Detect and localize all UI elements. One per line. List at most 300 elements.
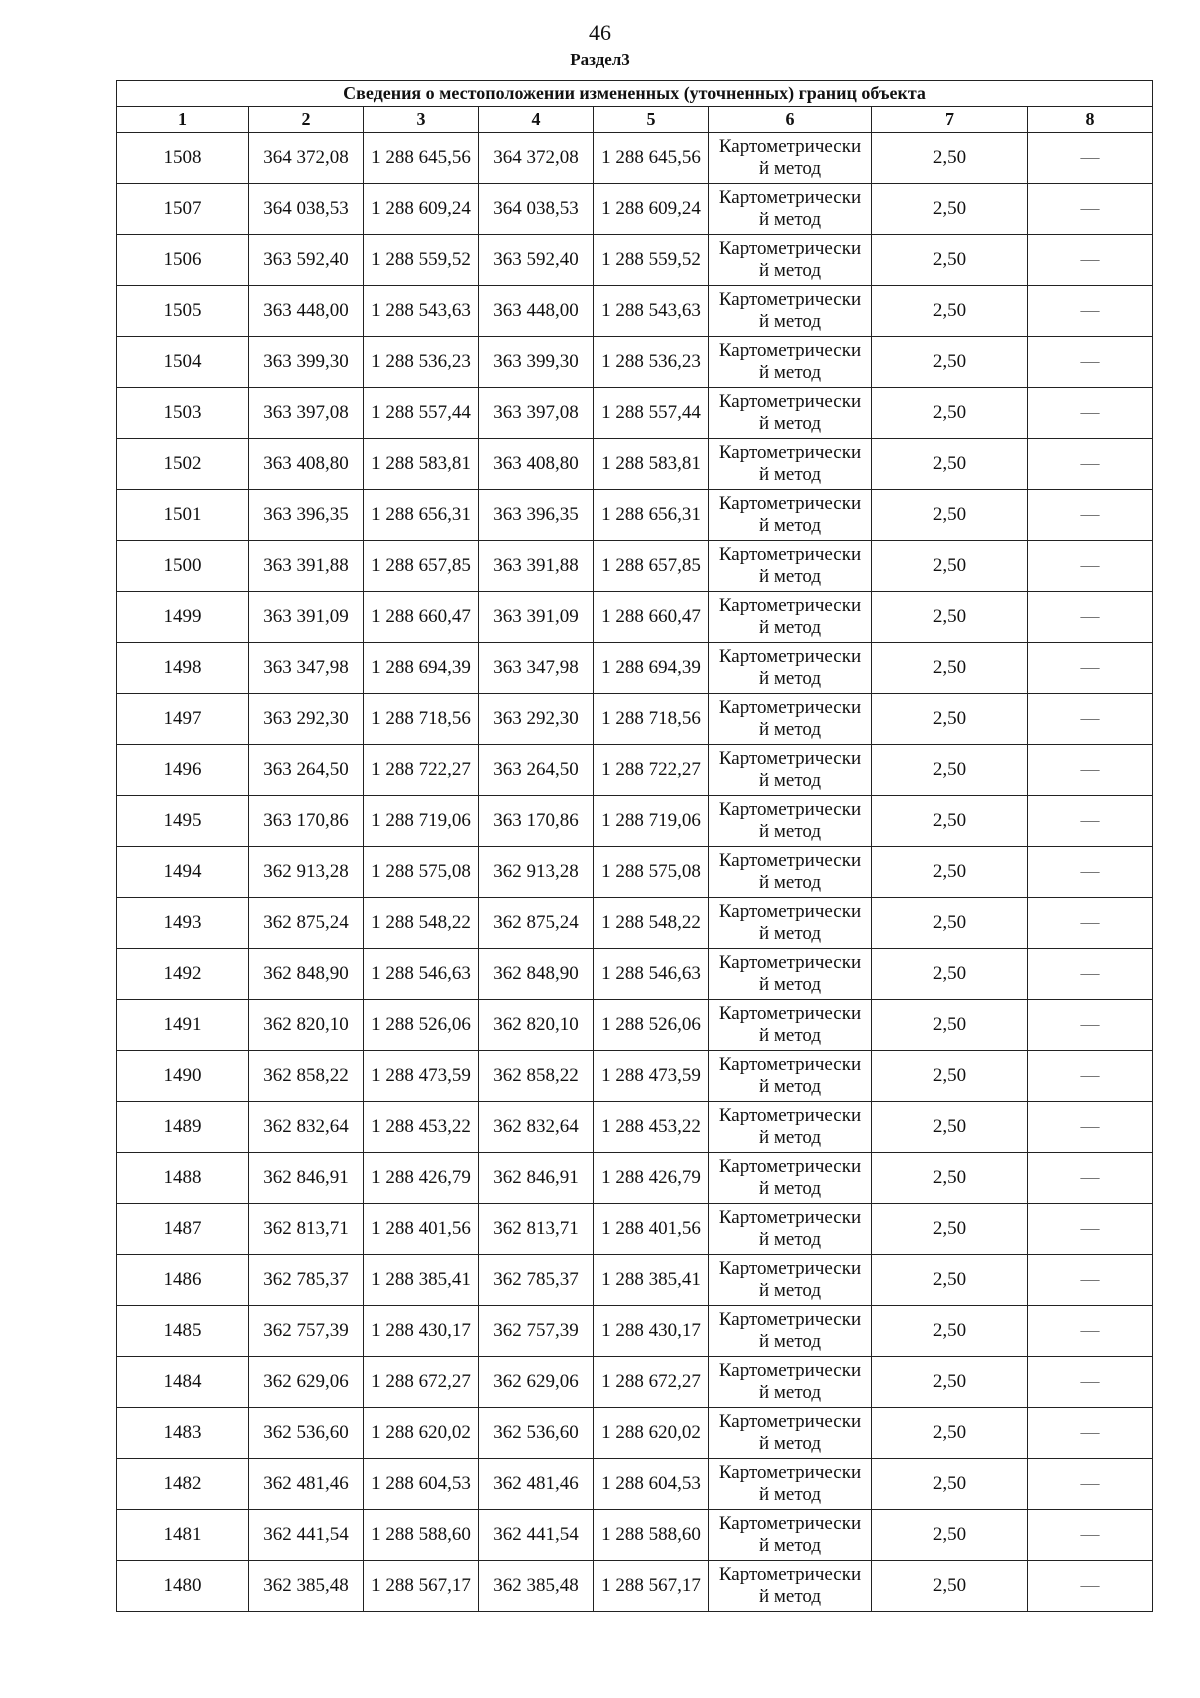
method-line: Картометрически (718, 748, 862, 769)
accuracy-cell: 2,50 (872, 796, 1028, 847)
x-new-cell: 362 481,46 (479, 1459, 594, 1510)
x-old-cell: 362 536,60 (249, 1408, 364, 1459)
y-old-cell: 1 288 575,08 (364, 847, 479, 898)
y-new-cell: 1 288 657,85 (594, 541, 709, 592)
y-new-cell: 1 288 722,27 (594, 745, 709, 796)
y-new-cell: 1 288 430,17 (594, 1306, 709, 1357)
method-cell (709, 439, 872, 490)
note-cell: — (1028, 898, 1153, 949)
table-row (117, 133, 1153, 184)
y-new-cell: 1 288 718,56 (594, 694, 709, 745)
method-cell (709, 235, 872, 286)
note-cell: — (1028, 490, 1153, 541)
accuracy-cell: 2,50 (872, 1102, 1028, 1153)
y-new-cell: 1 288 620,02 (594, 1408, 709, 1459)
x-new-cell: 363 264,50 (479, 745, 594, 796)
note-cell: — (1028, 592, 1153, 643)
x-new-cell: 363 399,30 (479, 337, 594, 388)
note-cell: — (1028, 1051, 1153, 1102)
method-line: Картометрически (718, 340, 862, 361)
table-row (117, 1306, 1153, 1357)
table-row (117, 694, 1153, 745)
method-line: Картометрически (718, 1258, 862, 1279)
x-new-cell: 364 038,53 (479, 184, 594, 235)
x-new-cell: 363 448,00 (479, 286, 594, 337)
point-number-cell: 1501 (117, 490, 249, 541)
y-old-cell: 1 288 401,56 (364, 1204, 479, 1255)
method-line: Картометрически (718, 646, 862, 667)
y-old-cell: 1 288 567,17 (364, 1561, 479, 1612)
method-line: й метод (758, 515, 822, 536)
y-old-cell: 1 288 672,27 (364, 1357, 479, 1408)
method-line: й метод (758, 1433, 822, 1454)
method-line: й метод (758, 1586, 822, 1607)
method-line: й метод (758, 1484, 822, 1505)
point-number-cell: 1495 (117, 796, 249, 847)
x-old-cell: 362 441,54 (249, 1510, 364, 1561)
accuracy-cell: 2,50 (872, 1204, 1028, 1255)
x-new-cell: 363 170,86 (479, 796, 594, 847)
table-row (117, 949, 1153, 1000)
note-cell: — (1028, 184, 1153, 235)
table-row (117, 847, 1153, 898)
note-cell: — (1028, 1510, 1153, 1561)
accuracy-cell: 2,50 (872, 1306, 1028, 1357)
method-line: Картометрически (718, 595, 862, 616)
accuracy-cell: 2,50 (872, 1561, 1028, 1612)
method-line: Картометрически (718, 901, 862, 922)
y-new-cell: 1 288 645,56 (594, 133, 709, 184)
method-cell (709, 541, 872, 592)
note-cell: — (1028, 388, 1153, 439)
method-line: Картометрически (718, 1003, 862, 1024)
x-new-cell: 363 396,35 (479, 490, 594, 541)
x-new-cell: 364 372,08 (479, 133, 594, 184)
y-new-cell: 1 288 672,27 (594, 1357, 709, 1408)
method-cell (709, 1051, 872, 1102)
coordinates-table (116, 80, 1153, 1612)
table-row (117, 439, 1153, 490)
table-row (117, 796, 1153, 847)
method-cell (709, 1255, 872, 1306)
method-cell (709, 1561, 872, 1612)
method-line: Картометрически (718, 1105, 862, 1126)
x-new-cell: 362 913,28 (479, 847, 594, 898)
note-cell: — (1028, 235, 1153, 286)
x-new-cell: 362 820,10 (479, 1000, 594, 1051)
x-old-cell: 363 170,86 (249, 796, 364, 847)
point-number-cell: 1497 (117, 694, 249, 745)
accuracy-cell: 2,50 (872, 898, 1028, 949)
x-old-cell: 363 399,30 (249, 337, 364, 388)
x-old-cell: 363 347,98 (249, 643, 364, 694)
point-number-cell: 1481 (117, 1510, 249, 1561)
point-number-cell: 1488 (117, 1153, 249, 1204)
note-cell: — (1028, 1306, 1153, 1357)
column-number: 8 (1028, 107, 1153, 133)
accuracy-cell: 2,50 (872, 847, 1028, 898)
section-title: Раздел3 (570, 50, 630, 69)
x-old-cell: 362 481,46 (249, 1459, 364, 1510)
method-cell (709, 1306, 872, 1357)
note-cell: — (1028, 1561, 1153, 1612)
column-number: 2 (249, 107, 364, 133)
method-line: й метод (758, 1382, 822, 1403)
method-cell (709, 388, 872, 439)
point-number-cell: 1482 (117, 1459, 249, 1510)
page-number: 46 (589, 20, 611, 45)
method-line: Картометрически (718, 1054, 862, 1075)
method-line: й метод (758, 260, 822, 281)
y-new-cell: 1 288 543,63 (594, 286, 709, 337)
x-new-cell: 362 858,22 (479, 1051, 594, 1102)
y-old-cell: 1 288 604,53 (364, 1459, 479, 1510)
y-new-cell: 1 288 557,44 (594, 388, 709, 439)
method-cell (709, 592, 872, 643)
point-number-cell: 1493 (117, 898, 249, 949)
y-new-cell: 1 288 719,06 (594, 796, 709, 847)
point-number-cell: 1503 (117, 388, 249, 439)
y-new-cell: 1 288 473,59 (594, 1051, 709, 1102)
method-cell (709, 490, 872, 541)
method-cell (709, 1357, 872, 1408)
method-cell (709, 898, 872, 949)
table-row (117, 1051, 1153, 1102)
note-cell: — (1028, 694, 1153, 745)
point-number-cell: 1505 (117, 286, 249, 337)
point-number-cell: 1480 (117, 1561, 249, 1612)
method-cell (709, 745, 872, 796)
y-new-cell: 1 288 401,56 (594, 1204, 709, 1255)
method-line: Картометрически (718, 850, 862, 871)
note-cell: — (1028, 745, 1153, 796)
method-line: й метод (758, 668, 822, 689)
method-cell (709, 694, 872, 745)
method-line: й метод (758, 1331, 822, 1352)
y-old-cell: 1 288 722,27 (364, 745, 479, 796)
y-old-cell: 1 288 526,06 (364, 1000, 479, 1051)
table-row (117, 1408, 1153, 1459)
point-number-cell: 1486 (117, 1255, 249, 1306)
x-old-cell: 363 396,35 (249, 490, 364, 541)
note-cell: — (1028, 1408, 1153, 1459)
accuracy-cell: 2,50 (872, 388, 1028, 439)
point-number-cell: 1487 (117, 1204, 249, 1255)
point-number-cell: 1507 (117, 184, 249, 235)
point-number-cell: 1499 (117, 592, 249, 643)
x-new-cell: 362 385,48 (479, 1561, 594, 1612)
x-old-cell: 362 832,64 (249, 1102, 364, 1153)
point-number-cell: 1490 (117, 1051, 249, 1102)
method-line: й метод (758, 617, 822, 638)
column-number: 5 (594, 107, 709, 133)
method-cell (709, 1102, 872, 1153)
method-cell (709, 949, 872, 1000)
x-old-cell: 362 385,48 (249, 1561, 364, 1612)
column-number-row (117, 107, 1153, 133)
table-row (117, 541, 1153, 592)
column-number: 7 (872, 107, 1028, 133)
y-old-cell: 1 288 609,24 (364, 184, 479, 235)
y-new-cell: 1 288 526,06 (594, 1000, 709, 1051)
method-line: й метод (758, 770, 822, 791)
point-number-cell: 1500 (117, 541, 249, 592)
y-new-cell: 1 288 583,81 (594, 439, 709, 490)
y-old-cell: 1 288 718,56 (364, 694, 479, 745)
y-old-cell: 1 288 660,47 (364, 592, 479, 643)
method-line: й метод (758, 1076, 822, 1097)
y-new-cell: 1 288 453,22 (594, 1102, 709, 1153)
point-number-cell: 1502 (117, 439, 249, 490)
x-new-cell: 363 391,09 (479, 592, 594, 643)
point-number-cell: 1506 (117, 235, 249, 286)
accuracy-cell: 2,50 (872, 286, 1028, 337)
point-number-cell: 1491 (117, 1000, 249, 1051)
column-number: 4 (479, 107, 594, 133)
method-line: й метод (758, 566, 822, 587)
x-old-cell: 362 785,37 (249, 1255, 364, 1306)
note-cell: — (1028, 439, 1153, 490)
x-new-cell: 362 757,39 (479, 1306, 594, 1357)
table-row (117, 1000, 1153, 1051)
accuracy-cell: 2,50 (872, 541, 1028, 592)
x-old-cell: 362 846,91 (249, 1153, 364, 1204)
method-line: Картометрически (718, 442, 862, 463)
method-line: й метод (758, 1127, 822, 1148)
x-old-cell: 363 391,88 (249, 541, 364, 592)
accuracy-cell: 2,50 (872, 1459, 1028, 1510)
method-cell (709, 847, 872, 898)
table-row (117, 1153, 1153, 1204)
method-line: Картометрически (718, 799, 862, 820)
accuracy-cell: 2,50 (872, 1255, 1028, 1306)
x-new-cell: 362 848,90 (479, 949, 594, 1000)
y-old-cell: 1 288 473,59 (364, 1051, 479, 1102)
method-cell (709, 1204, 872, 1255)
method-line: Картометрически (718, 391, 862, 412)
y-old-cell: 1 288 620,02 (364, 1408, 479, 1459)
accuracy-cell: 2,50 (872, 337, 1028, 388)
method-cell (709, 184, 872, 235)
method-cell (709, 1510, 872, 1561)
method-cell (709, 286, 872, 337)
y-old-cell: 1 288 430,17 (364, 1306, 479, 1357)
table-row (117, 1204, 1153, 1255)
accuracy-cell: 2,50 (872, 133, 1028, 184)
table-row (117, 643, 1153, 694)
accuracy-cell: 2,50 (872, 949, 1028, 1000)
y-new-cell: 1 288 588,60 (594, 1510, 709, 1561)
table-row (117, 745, 1153, 796)
method-line: й метод (758, 1025, 822, 1046)
method-line: Картометрически (718, 1360, 862, 1381)
x-new-cell: 362 441,54 (479, 1510, 594, 1561)
table-row (117, 1561, 1153, 1612)
table-row (117, 1102, 1153, 1153)
x-new-cell: 362 813,71 (479, 1204, 594, 1255)
method-cell (709, 1459, 872, 1510)
method-line: й метод (758, 821, 822, 842)
method-line: Картометрически (718, 1207, 862, 1228)
y-new-cell: 1 288 426,79 (594, 1153, 709, 1204)
table-row (117, 592, 1153, 643)
x-old-cell: 363 408,80 (249, 439, 364, 490)
method-line: й метод (758, 1535, 822, 1556)
y-old-cell: 1 288 385,41 (364, 1255, 479, 1306)
y-old-cell: 1 288 557,44 (364, 388, 479, 439)
method-line: Картометрически (718, 1513, 862, 1534)
note-cell: — (1028, 1255, 1153, 1306)
y-old-cell: 1 288 546,63 (364, 949, 479, 1000)
table-row (117, 388, 1153, 439)
table-row (117, 1459, 1153, 1510)
x-old-cell: 364 038,53 (249, 184, 364, 235)
point-number-cell: 1494 (117, 847, 249, 898)
accuracy-cell: 2,50 (872, 439, 1028, 490)
x-old-cell: 362 848,90 (249, 949, 364, 1000)
column-number: 6 (709, 107, 872, 133)
y-old-cell: 1 288 543,63 (364, 286, 479, 337)
y-new-cell: 1 288 660,47 (594, 592, 709, 643)
method-line: Картометрически (718, 493, 862, 514)
method-line: й метод (758, 719, 822, 740)
method-line: й метод (758, 209, 822, 230)
point-number-cell: 1496 (117, 745, 249, 796)
y-new-cell: 1 288 548,22 (594, 898, 709, 949)
y-old-cell: 1 288 656,31 (364, 490, 479, 541)
accuracy-cell: 2,50 (872, 490, 1028, 541)
column-number: 3 (364, 107, 479, 133)
point-number-cell: 1489 (117, 1102, 249, 1153)
method-cell (709, 1408, 872, 1459)
table-body (117, 133, 1153, 1612)
note-cell: — (1028, 1459, 1153, 1510)
method-line: й метод (758, 158, 822, 179)
y-old-cell: 1 288 548,22 (364, 898, 479, 949)
x-old-cell: 362 820,10 (249, 1000, 364, 1051)
method-line: Картометрически (718, 238, 862, 259)
x-old-cell: 363 592,40 (249, 235, 364, 286)
y-old-cell: 1 288 588,60 (364, 1510, 479, 1561)
accuracy-cell: 2,50 (872, 592, 1028, 643)
note-cell: — (1028, 1000, 1153, 1051)
y-old-cell: 1 288 694,39 (364, 643, 479, 694)
method-line: й метод (758, 1178, 822, 1199)
note-cell: — (1028, 133, 1153, 184)
x-old-cell: 362 875,24 (249, 898, 364, 949)
y-old-cell: 1 288 559,52 (364, 235, 479, 286)
table-row (117, 490, 1153, 541)
y-old-cell: 1 288 453,22 (364, 1102, 479, 1153)
accuracy-cell: 2,50 (872, 1357, 1028, 1408)
x-old-cell: 362 757,39 (249, 1306, 364, 1357)
note-cell: — (1028, 949, 1153, 1000)
x-old-cell: 363 448,00 (249, 286, 364, 337)
table-row (117, 184, 1153, 235)
method-line: й метод (758, 1280, 822, 1301)
method-cell (709, 643, 872, 694)
y-old-cell: 1 288 583,81 (364, 439, 479, 490)
x-new-cell: 363 292,30 (479, 694, 594, 745)
accuracy-cell: 2,50 (872, 694, 1028, 745)
x-old-cell: 363 397,08 (249, 388, 364, 439)
table-row (117, 286, 1153, 337)
method-line: Картометрически (718, 1309, 862, 1330)
method-line: й метод (758, 1229, 822, 1250)
y-old-cell: 1 288 645,56 (364, 133, 479, 184)
x-old-cell: 362 913,28 (249, 847, 364, 898)
note-cell: — (1028, 337, 1153, 388)
x-new-cell: 363 397,08 (479, 388, 594, 439)
y-old-cell: 1 288 719,06 (364, 796, 479, 847)
accuracy-cell: 2,50 (872, 1510, 1028, 1561)
x-old-cell: 363 292,30 (249, 694, 364, 745)
x-new-cell: 362 536,60 (479, 1408, 594, 1459)
y-new-cell: 1 288 575,08 (594, 847, 709, 898)
x-old-cell: 362 629,06 (249, 1357, 364, 1408)
x-new-cell: 363 592,40 (479, 235, 594, 286)
table-row (117, 235, 1153, 286)
method-cell (709, 1000, 872, 1051)
point-number-cell: 1485 (117, 1306, 249, 1357)
method-line: й метод (758, 362, 822, 383)
point-number-cell: 1508 (117, 133, 249, 184)
table-row (117, 337, 1153, 388)
note-cell: — (1028, 1153, 1153, 1204)
accuracy-cell: 2,50 (872, 1051, 1028, 1102)
table-row (117, 1357, 1153, 1408)
method-line: й метод (758, 464, 822, 485)
x-old-cell: 362 813,71 (249, 1204, 364, 1255)
y-new-cell: 1 288 694,39 (594, 643, 709, 694)
method-line: Картометрически (718, 289, 862, 310)
method-line: Картометрически (718, 136, 862, 157)
y-new-cell: 1 288 604,53 (594, 1459, 709, 1510)
table-row (117, 898, 1153, 949)
point-number-cell: 1504 (117, 337, 249, 388)
method-line: Картометрически (718, 544, 862, 565)
table-row (117, 1510, 1153, 1561)
y-new-cell: 1 288 536,23 (594, 337, 709, 388)
method-cell (709, 796, 872, 847)
y-new-cell: 1 288 559,52 (594, 235, 709, 286)
x-new-cell: 362 832,64 (479, 1102, 594, 1153)
point-number-cell: 1484 (117, 1357, 249, 1408)
note-cell: — (1028, 286, 1153, 337)
method-line: Картометрически (718, 187, 862, 208)
method-line: Картометрически (718, 1411, 862, 1432)
y-old-cell: 1 288 657,85 (364, 541, 479, 592)
x-new-cell: 362 785,37 (479, 1255, 594, 1306)
y-new-cell: 1 288 546,63 (594, 949, 709, 1000)
accuracy-cell: 2,50 (872, 235, 1028, 286)
method-line: й метод (758, 872, 822, 893)
note-cell: — (1028, 847, 1153, 898)
y-new-cell: 1 288 609,24 (594, 184, 709, 235)
accuracy-cell: 2,50 (872, 1000, 1028, 1051)
note-cell: — (1028, 796, 1153, 847)
accuracy-cell: 2,50 (872, 745, 1028, 796)
method-cell (709, 337, 872, 388)
method-cell (709, 133, 872, 184)
x-new-cell: 363 391,88 (479, 541, 594, 592)
y-old-cell: 1 288 426,79 (364, 1153, 479, 1204)
method-line: й метод (758, 923, 822, 944)
accuracy-cell: 2,50 (872, 1153, 1028, 1204)
point-number-cell: 1483 (117, 1408, 249, 1459)
x-old-cell: 362 858,22 (249, 1051, 364, 1102)
method-line: й метод (758, 311, 822, 332)
